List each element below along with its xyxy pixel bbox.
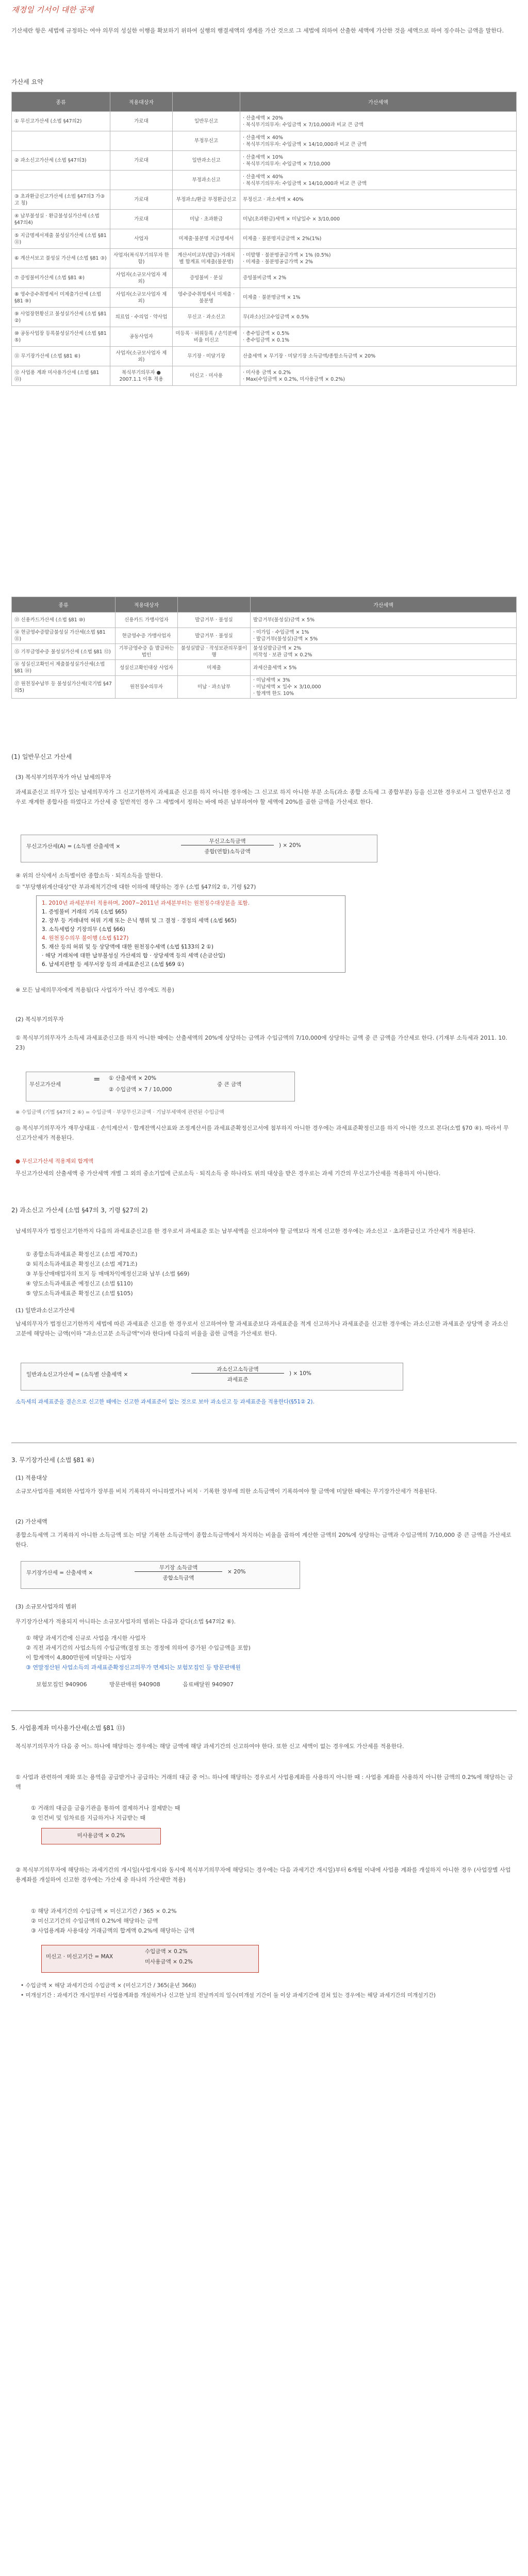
list-item: • 미개설기간 : 과세기간 개시일부터 사업용계좌를 개설하거나 신고한 날의 전날까지의 일수(미개설 기간이 둘 이상 과세기간에 걸쳐 있는 경우에는 해당 과세기간의 미개설기간) (21, 1992, 436, 1998)
table-row (12, 268, 517, 288)
list-item: · 해당 거래처에 대한 납부불성실 가산세의 합 · 상당세액 등의 세액 (손금산입) (42, 953, 225, 959)
row-case: 미등록 · 허위등록 / 손익분배비율 미신고 (173, 327, 240, 347)
brace-icon: = (93, 1074, 101, 1084)
row-type: ④ 납부불성실 · 환급불성실가산세 (소법 §47의4) (12, 210, 110, 229)
col-amount: 가산세액 (240, 92, 517, 112)
section3-list (26, 1249, 387, 1298)
table-row (12, 210, 517, 229)
row-type: ⑤ 지급명세서제출 불성실가산세 (소법 §81 ⑪) (12, 229, 110, 249)
table-row (12, 308, 517, 327)
row-target: 가로대 (110, 112, 173, 131)
section5-paragraph-3: ② 복식부기의무자에 해당하는 과세기간의 개시일(사업개시와 동시에 복식부기의무자에 해당되는 경우에는 다음 과세기간 개시일)부터 6개월 이내에 사업용 계좌를 개설하지 아니한 경우 (사업장별 사업용계좌를 개설하여 신고한 경우에는 가산세 중 하나의 가산세만 적용) (15, 1867, 511, 1883)
section3-paragraph: 납세의무자가 법정신고기한까지 다음의 과세표준신고를 한 경우로서 과세표준 또는 납부세액을 신고하여야 할 금액보다 적게 신고한 경우에는 과소신고 · 초과환급신고 가산세가 적용된다. (15, 1228, 475, 1234)
section4-paragraph-3: 무기장가산세가 적용되지 아니하는 소규모사업자의 범위는 다음과 같다(소법 §47의2 ⑥). (15, 1618, 236, 1625)
section5-notes (21, 1981, 510, 2001)
section1-paragraph: 과세표준신고 의무가 있는 납세의무자가 그 신고기한까지 과세표준 신고를 하지 아니한 경우에는 그 신고로 하지 아니한 부분 소득(과소 종합 소득세 그 종합부분) 등을 신고한 경우로서 그 일반무신고 경우로 재계한 종합사를 하였다고 가산세 중 일반적인 경우 그 세법에서 정하는 바에 따른 납부하여야 할 세액에 20%를 곱한 금액을 가산세로 한다. (15, 789, 511, 805)
list-item: ② 미신고기간의 수입금액의 0.2%에 해당하는 금액 (31, 1918, 158, 1924)
col-case (178, 597, 251, 613)
section2-paragraph: ① 복식부기의무자가 소득세 과세표준신고를 하지 아니한 때에는 산출세액의 20%에 상당하는 금액과 수입금액의 7/10,000에 상당하는 금액 중 큰 금액을 가산세로 한다. (기재부 소득세과 2011. 10. 23) (15, 1035, 507, 1051)
col-target: 적용대상자 (116, 597, 178, 613)
formula-left: 미신고 · 미신고기간 = MAX (46, 1954, 113, 1960)
table-row (12, 249, 517, 268)
formula-right: ) × 20% (279, 842, 301, 849)
row-type: ⑩ 공동사업장 등록불성실가산세 (소법 §81 ⑤) (12, 327, 110, 347)
formula-left: 무신고가산세(A) = (소득별 산출세액 × (26, 843, 121, 850)
row-amount: 산출세액 × 무기장 · 미달기장 소득금액/종합소득금액 × 20% (240, 347, 517, 366)
list-item: 6. 납세지관할 등 세무서장 등의 과세표준신고 (소법 §69 ①) (42, 961, 184, 968)
list-item: 3. 소득세법상 기장의무 (소법 §66) (42, 926, 125, 933)
row-type: ③ 초과환급신고가산세 (소법 §47의3 가③ 고 칭) (12, 190, 110, 210)
table-row (12, 229, 517, 249)
list-item: 1. 증빙불비 거래의 기록 (소법 §65) (42, 909, 127, 915)
row-target: 의료업 · 수의업 · 약사업 (110, 308, 173, 327)
row-type: ⑮ 기부금영수증 불성실가산세 (소법 §81 ⑫) (12, 644, 116, 660)
row-target: 사업자(소규모사업자 제외) (110, 268, 173, 288)
list-item: ② 퇴직소득과세표준 확정신고 (소법 제71조) (26, 1261, 138, 1267)
row-amount: · 미발행 · 불분명공급가액 × 1% (0.5%) · 미제출 · 불분명공급가액 × 2% (240, 249, 517, 268)
row-amount: · 미가입 · 수입금액 × 1% · 발급거부(불성실)금액 × 5% (251, 628, 517, 644)
section5-heading: 5. 사업용계좌 미사용가산세(소법 §81 ⑬) (11, 1724, 125, 1732)
row-target: 공동사업자 (110, 327, 173, 347)
row-target: 가로대 (110, 151, 173, 171)
row-target: 현금영수증 가맹사업자 (116, 628, 178, 644)
row-amount: · 산출세액 × 40% · 복식부기의무자: 수입금액 × 14/10,000과 비교 큰 금액 (240, 131, 517, 151)
section4-paragraph-2: 종합소득세액 그 기록하지 아니한 소득금액 또는 미달 기록한 소득금액이 종합소득금액에서 차지하는 비율을 곱하여 계산한 금액의 20%에 상당하는 금액과 수입금액의 7/10,000 중 큰 금액을 가산세로 한다. (15, 1532, 512, 1548)
row-target: 가로대 (110, 210, 173, 229)
row-type: ⑯ 성실신고확인서 제출불성실가산세(소법 §81 ⑭) (12, 660, 116, 676)
section2-paragraph-2: ◎ 복식부기의무자가 재무상태표 · 손익계산서 · 합계잔액시산표와 조정계산서를 과세표준확정신고서에 첨부하지 아니한 경우에는 과세표준확정신고를 하지 아니한 것으로 본다(소법 §70 ④). 따라서 무신고가산세가 적용된다. (15, 1125, 509, 1141)
table-row (12, 171, 517, 190)
row-amount: · 산출세액 × 20% · 복식부기의무자: 수입금액 × 7/10,000과 비교 큰 금액 (240, 112, 517, 131)
formula-option-a: ① 산출세액 × 20% (109, 1075, 157, 1081)
row-target: 기부금영수증 을 발급하는 법인 (116, 644, 178, 660)
list-item: ① 종합소득과세표준 확정신고 (소법 제70조) (26, 1251, 138, 1258)
row-type: ① 무신고가산세 (소법 §47의2) (12, 112, 110, 131)
formula-numerator: 과소신고소득금액 (191, 1365, 284, 1374)
table-row (12, 366, 517, 386)
row-case: 미신고 · 미사용 (173, 366, 240, 386)
row-case: 일반과소신고 (173, 151, 240, 171)
table-row (12, 288, 517, 308)
row-amount: · 미납세액 × 3% · 미납세액 × 일수 × 3/10,000 · 합계액 한도 10% (251, 676, 517, 699)
section3-subhead: (1) 일반과소신고가산세 (15, 1307, 75, 1314)
section4-subhead-3: (3) 소규모사업자의 범위 (15, 1603, 77, 1610)
section2-exemption-text: 무신고가산세의 산출세액 중 가산세액 개별 그 외의 중소기업에 근로소득 · 퇴직소득 중 하나라도 위의 대상을 받은 경우로는 과세 기간의 무신고가산세를 적용하지 아니한다. (15, 1170, 441, 1177)
formula-left: 무기장가산세 = 산출세액 × (26, 1570, 93, 1576)
table-row (12, 660, 517, 676)
list-item: ④ 양도소득과세표준 예정신고 (소법 §110) (26, 1280, 133, 1287)
table-row (12, 347, 517, 366)
list-item: ③ 사업용계좌 사용대상 거래금액의 합계액 0.2%에 해당하는 금액 (31, 1927, 195, 1934)
summary-header-row (12, 92, 517, 112)
row-target (110, 171, 173, 190)
row-case: 미제출 (178, 660, 251, 676)
formula-option-a: 수입금액 × 0.2% (145, 1948, 188, 1955)
row-target: 가로대 (110, 190, 173, 210)
row-case: 부정과소신고 (173, 171, 240, 190)
row-amount: · 산출세액 × 40% · 복식부기의무자: 수입금액 × 14/10,000과 비교 큰 금액 (240, 171, 517, 190)
formula-label: 무신고가산세 (29, 1081, 61, 1088)
row-target: 성실신고확인대상 사업자 (116, 660, 178, 676)
row-amount: · 산출세액 × 10% · 복식부기의무자: 수입금액 × 7/10,000 (240, 151, 517, 171)
row-case: 증빙불비 · 분실 (173, 268, 240, 288)
penalty-summary-table-2 (11, 597, 517, 699)
table-row (12, 613, 517, 628)
formula-denominator: 종합소득금액 (162, 1575, 194, 1581)
section1-heading: (1) 일반무신고 가산세 (11, 753, 72, 760)
row-case: 미납 · 초과환급 (173, 210, 240, 229)
row-type: ⑦ 증빙불비가산세 (소법 §81 ⑧) (12, 268, 110, 288)
row-case: 일반무신고 (173, 112, 240, 131)
formula-box-5 (41, 1828, 161, 1844)
table-row (12, 131, 517, 151)
section3-note: 소득세의 과세표준을 결손으로 신고한 때에는 신고한 과세표준이 없는 것으로 보아 과소신고 등 과세표준을 적용한다(§51② 2). (15, 1399, 315, 1405)
row-amount: 증빙불비금액 × 2% (240, 268, 517, 288)
section4-subhead-2: (2) 가산세액 (15, 1518, 47, 1525)
section3-heading: 2) 과소신고 가산세 (소법 §47의 3, 기령 §27의 2) (11, 1207, 148, 1214)
row-type: ⑧ 영수증수취명세서 미제출가산세 (소법 §81 ⑨) (12, 288, 110, 308)
section1-note: ④ 위의 산식에서 소득별이란 종합소득 · 퇴직소득을 말한다. (15, 872, 163, 879)
section2-note: ※ 수입금액 (기법 §47의 2 ⑥) = 수입금액 · 부당무신고금액 · 기납부세액에 관련된 수입금액 (15, 1110, 224, 1115)
code-item: 방문판매원 940908 (109, 1681, 160, 1688)
table-row (12, 151, 517, 171)
list-item: 4. 원천징수의무 불이행 (소법 §127) (42, 935, 129, 941)
section5-paragraph-1: 복식부기의무자가 다음 중 어느 하나에 해당하는 경우에는 해당 금액에 해당 과세기간의 신고하여야 한다. 또한 신고 세액이 없는 경우에도 가산세를 적용한다. (15, 1743, 404, 1750)
row-type: ⑥ 계산서보고 불성실 가산세 (소법 §81 ③) (12, 249, 110, 268)
section1-list-box (36, 895, 345, 973)
formula-box-6 (41, 1945, 259, 1973)
section5-list-2 (31, 1906, 443, 1936)
formula-numerator: 무신고소득금액 (181, 837, 274, 845)
section5-paragraph-2: ① 사업과 관련하여 재화 또는 용역을 공급받거나 공급하는 거래의 대금 중 어느 하나에 해당하는 경우로서 사업용계좌를 사용하지 아니한 때 : 사업용 계좌를 사용하지 아니한 금액의 0.2%에 해당하는 금액 (15, 1774, 513, 1790)
code-item: 음료배달원 940907 (183, 1681, 234, 1688)
list-item: ① 거래의 대금을 금융기관을 통하여 결제하거나 결제받는 때 (31, 1805, 180, 1811)
formula-numerator: 무기장 소득금액 (135, 1564, 222, 1572)
list-item: 5. 재산 등의 허위 및 등 상당액에 대한 원천징수세액 (소법 §133의 2 ①) (42, 944, 213, 950)
section5-list-1 (31, 1803, 443, 1823)
list-item: 1. 2010년 과세분부터 적용하며, 2007~2011년 과세분부터는 원천징수대상분을 포함. (42, 900, 250, 906)
formula-denominator: 과세표준 (227, 1377, 249, 1383)
formula-right: × 20% (227, 1569, 246, 1575)
row-amount: 과세산출세액 × 5% (251, 660, 517, 676)
row-target: 사업자(소규모사업자 제외) (110, 288, 173, 308)
row-amount: 미제출 · 불분명금액 × 1% (240, 288, 517, 308)
row-amount: · 총수입금액 × 0.5% · 총수입금액 × 0.1% (240, 327, 517, 347)
row-type: ⑰ 원천징수납부 등 불성실가산세(국기법 §47의5) (12, 676, 116, 699)
row-case: 불성실발급 · 작성보관의무불이행 (178, 644, 251, 660)
summary-heading: 가산세 요약 (11, 78, 43, 86)
formula-right: 중 큰 금액 (217, 1081, 242, 1088)
row-target: 사업자(소규모사업자 제외) (110, 347, 173, 366)
section4-subhead-1: (1) 적용대상 (15, 1475, 47, 1481)
row-case: 발급거부 · 불성실 (178, 613, 251, 628)
col-case (173, 92, 240, 112)
col-type: 종류 (12, 92, 110, 112)
row-target: 복식부기의무자 ● 2007.1.1 이후 적용 (110, 366, 173, 386)
row-amount: 미제출 · 불분명지급금액 × 2%(1%) (240, 229, 517, 249)
col-target: 적용대상자 (110, 92, 173, 112)
formula-box-2 (26, 1072, 295, 1101)
formula-box-1 (21, 835, 377, 862)
code-item: 보험모집인 940906 (36, 1681, 87, 1688)
list-item: • 수입금액 × 해당 과세기간의 수입금액 × (미신고기간 / 365(윤년 366)) (21, 1982, 196, 1989)
row-case: 영수증수취명세서 미제출 · 불분명 (173, 288, 240, 308)
list-item: ① 해당 과세기간에 신규로 사업을 개시한 사업자 (26, 1635, 146, 1641)
row-type: ⑫ 사업용 계좌 미사용가산세 (소법 §81 ⑬) (12, 366, 110, 386)
table-row (12, 112, 517, 131)
table-row (12, 327, 517, 347)
formula-option-b: 미사용금액 × 0.2% (145, 1959, 193, 1965)
penalty-summary-table (11, 92, 517, 386)
row-case: 미납 · 과소납부 (178, 676, 251, 699)
section4-paragraph-1: 소규모사업자를 제외한 사업자가 장부를 비치 기록하지 아니하였거나 비치 · 기록한 장부에 의한 소득금액이 기록하여야 할 금액에 미달한 때에는 무기장가산세가 적용된다. (15, 1488, 437, 1495)
row-amount: 부정신고 · 과소세액 × 40% (240, 190, 517, 210)
list-item: ① 해당 과세기간의 수입금액 × 미신고기간 / 365 × 0.2% (31, 1908, 177, 1914)
row-target: 사업자 (110, 229, 173, 249)
row-type (12, 131, 110, 151)
section4-codes (36, 1680, 397, 1689)
section3-paragraph-2: 납세의무자가 법정신고기한까지 세법에 따른 과세표준 신고를 한 경우로서 신고하여야 할 과세표준보다 과세표준을 적게 신고하거나 과세표준을 신고한 경우에는 과소신고한 과세표준 상당액 중 과소신고분에 해당하는 금액(이하 "과소신고분 소득금액"이라 한다)에 다음의 비율을 곱한 금액을 가산세로 한다. (15, 1320, 508, 1337)
formula-box-3 (21, 1363, 403, 1391)
list-item: ② 인건비 및 임차료를 지급하거나 지급받는 때 (31, 1815, 146, 1821)
list-item: 이 합계액이 4,800만원에 미달하는 사업자 (26, 1654, 131, 1661)
col-type: 종류 (12, 597, 116, 613)
row-amount: 발급거부(불성실)금액 × 5% (251, 613, 517, 628)
row-type: ⑨ 사업장현황신고 불성실가산세 (소법 §81 ②) (12, 308, 110, 327)
formula-option-b: ② 수입금액 × 7 / 10,000 (109, 1087, 172, 1093)
row-type: ⑬ 신용카드가산세 (소법 §81 ⑩) (12, 613, 116, 628)
section2-exemption-heading: ● 무신고가산세 적용제외 합계액 (15, 1158, 94, 1164)
row-amount: 무(과소)신고수입금액 × 0.5% (240, 308, 517, 327)
row-target: 신용카드 가맹사업자 (116, 613, 178, 628)
page-title: 재정일 기서이 대한 공제 (11, 5, 94, 14)
row-case: 미제출·불분명 지급명세서 (173, 229, 240, 249)
row-type: ⑪ 무기장가산세 (소법 §81 ⑥) (12, 347, 110, 366)
intro-paragraph: 기산세란 항은 세법에 규정하는 여야 의무의 성실한 이행을 확보하기 위하여 실행의 행결세액의 생계를 가산 것으로 그 세법에 의하여 산출한 세액에 가산한 것을 세액으로 하여 징수하는 금액을 말한다. (11, 27, 504, 34)
table-row (12, 676, 517, 699)
row-case: 무기장 · 미달기장 (173, 347, 240, 366)
divider (11, 1710, 517, 1711)
section4-heading: 3. 무기장가산세 (소법 §81 ⑥) (11, 1456, 94, 1464)
table-row (12, 644, 517, 660)
section2-subhead: (2) 복식부기의무자 (15, 1016, 64, 1023)
list-item: ⑤ 양도소득과세표준 확정신고 (소법 §105) (26, 1290, 133, 1297)
section4-list (26, 1633, 490, 1672)
col-amount: 가산세액 (251, 597, 517, 613)
row-target: 원천징수의무자 (116, 676, 178, 699)
row-case: 부정과소/환급 부정환급신고 (173, 190, 240, 210)
row-type (12, 171, 110, 190)
formula-box-4 (21, 1561, 300, 1589)
row-amount: 미납(초과환급)세액 × 미납일수 × 3/10,000 (240, 210, 517, 229)
row-target: 사업자(복식부기의무자 한함) (110, 249, 173, 268)
table-row (12, 628, 517, 644)
table-row (12, 190, 517, 210)
section1-footnote: ※ 모든 납세의무자에게 적용됨(다 사업자가 아닌 경우에도 적용) (15, 987, 174, 993)
row-type: ⑭ 현금영수증발급불성실 가산세(소법 §81 ⑪) (12, 628, 116, 644)
list-item: ③ 부동산매매업자의 토지 등 매매차익예정신고와 납부 (소법 §69) (26, 1270, 190, 1277)
row-case: 부정무신고 (173, 131, 240, 151)
list-item: ② 직전 과세기간의 사업소득의 수입금액(결정 또는 경정에 의하여 증가된 수입금액을 포함) (26, 1645, 251, 1651)
row-amount: · 미사용 금액 × 0.2% · Max(수입금액 × 0.2%, 미사용금액 × 0.2%) (240, 366, 517, 386)
section1-definition: ① "부당행위계산대상"란 부과제척기간에 대한 이하에 해당하는 경우 (소법 §47의2 ①, 기령 §27) (15, 884, 256, 890)
list-item: 2. 장부 등 거래내역 허위 기재 또는 은닉 행위 및 그 결정 · 경정의 세액 (소법 §65) (42, 918, 237, 924)
row-amount: 불성실발급금액 × 2% 미작성 · 보관 금액 × 0.2% (251, 644, 517, 660)
row-case: 계산서미교부(발급)·거래처별 합계표 미제출(불분명) (173, 249, 240, 268)
formula-denominator: 종합(연합)소득금액 (204, 849, 251, 855)
row-target (110, 131, 173, 151)
summary2-header-row (12, 597, 517, 613)
formula-text: 미사용금액 × 0.2% (77, 1833, 125, 1839)
list-item: ③ 연말정산된 사업소득의 과세표준확정신고의무가 면제되는 보험모집인 등 방문판매원 (26, 1664, 241, 1671)
section1-subhead: (3) 복식부기의무자가 아닌 납세의무자 (15, 774, 111, 781)
formula-right: ) × 10% (289, 1370, 311, 1377)
row-case: 발급거부 · 불성실 (178, 628, 251, 644)
formula-left: 일반과소신고가산세 = (소득별 산출세액 × (26, 1371, 128, 1378)
row-case: 무신고 · 과소신고 (173, 308, 240, 327)
row-type: ② 과소신고가산세 (소법 §47의3) (12, 151, 110, 171)
